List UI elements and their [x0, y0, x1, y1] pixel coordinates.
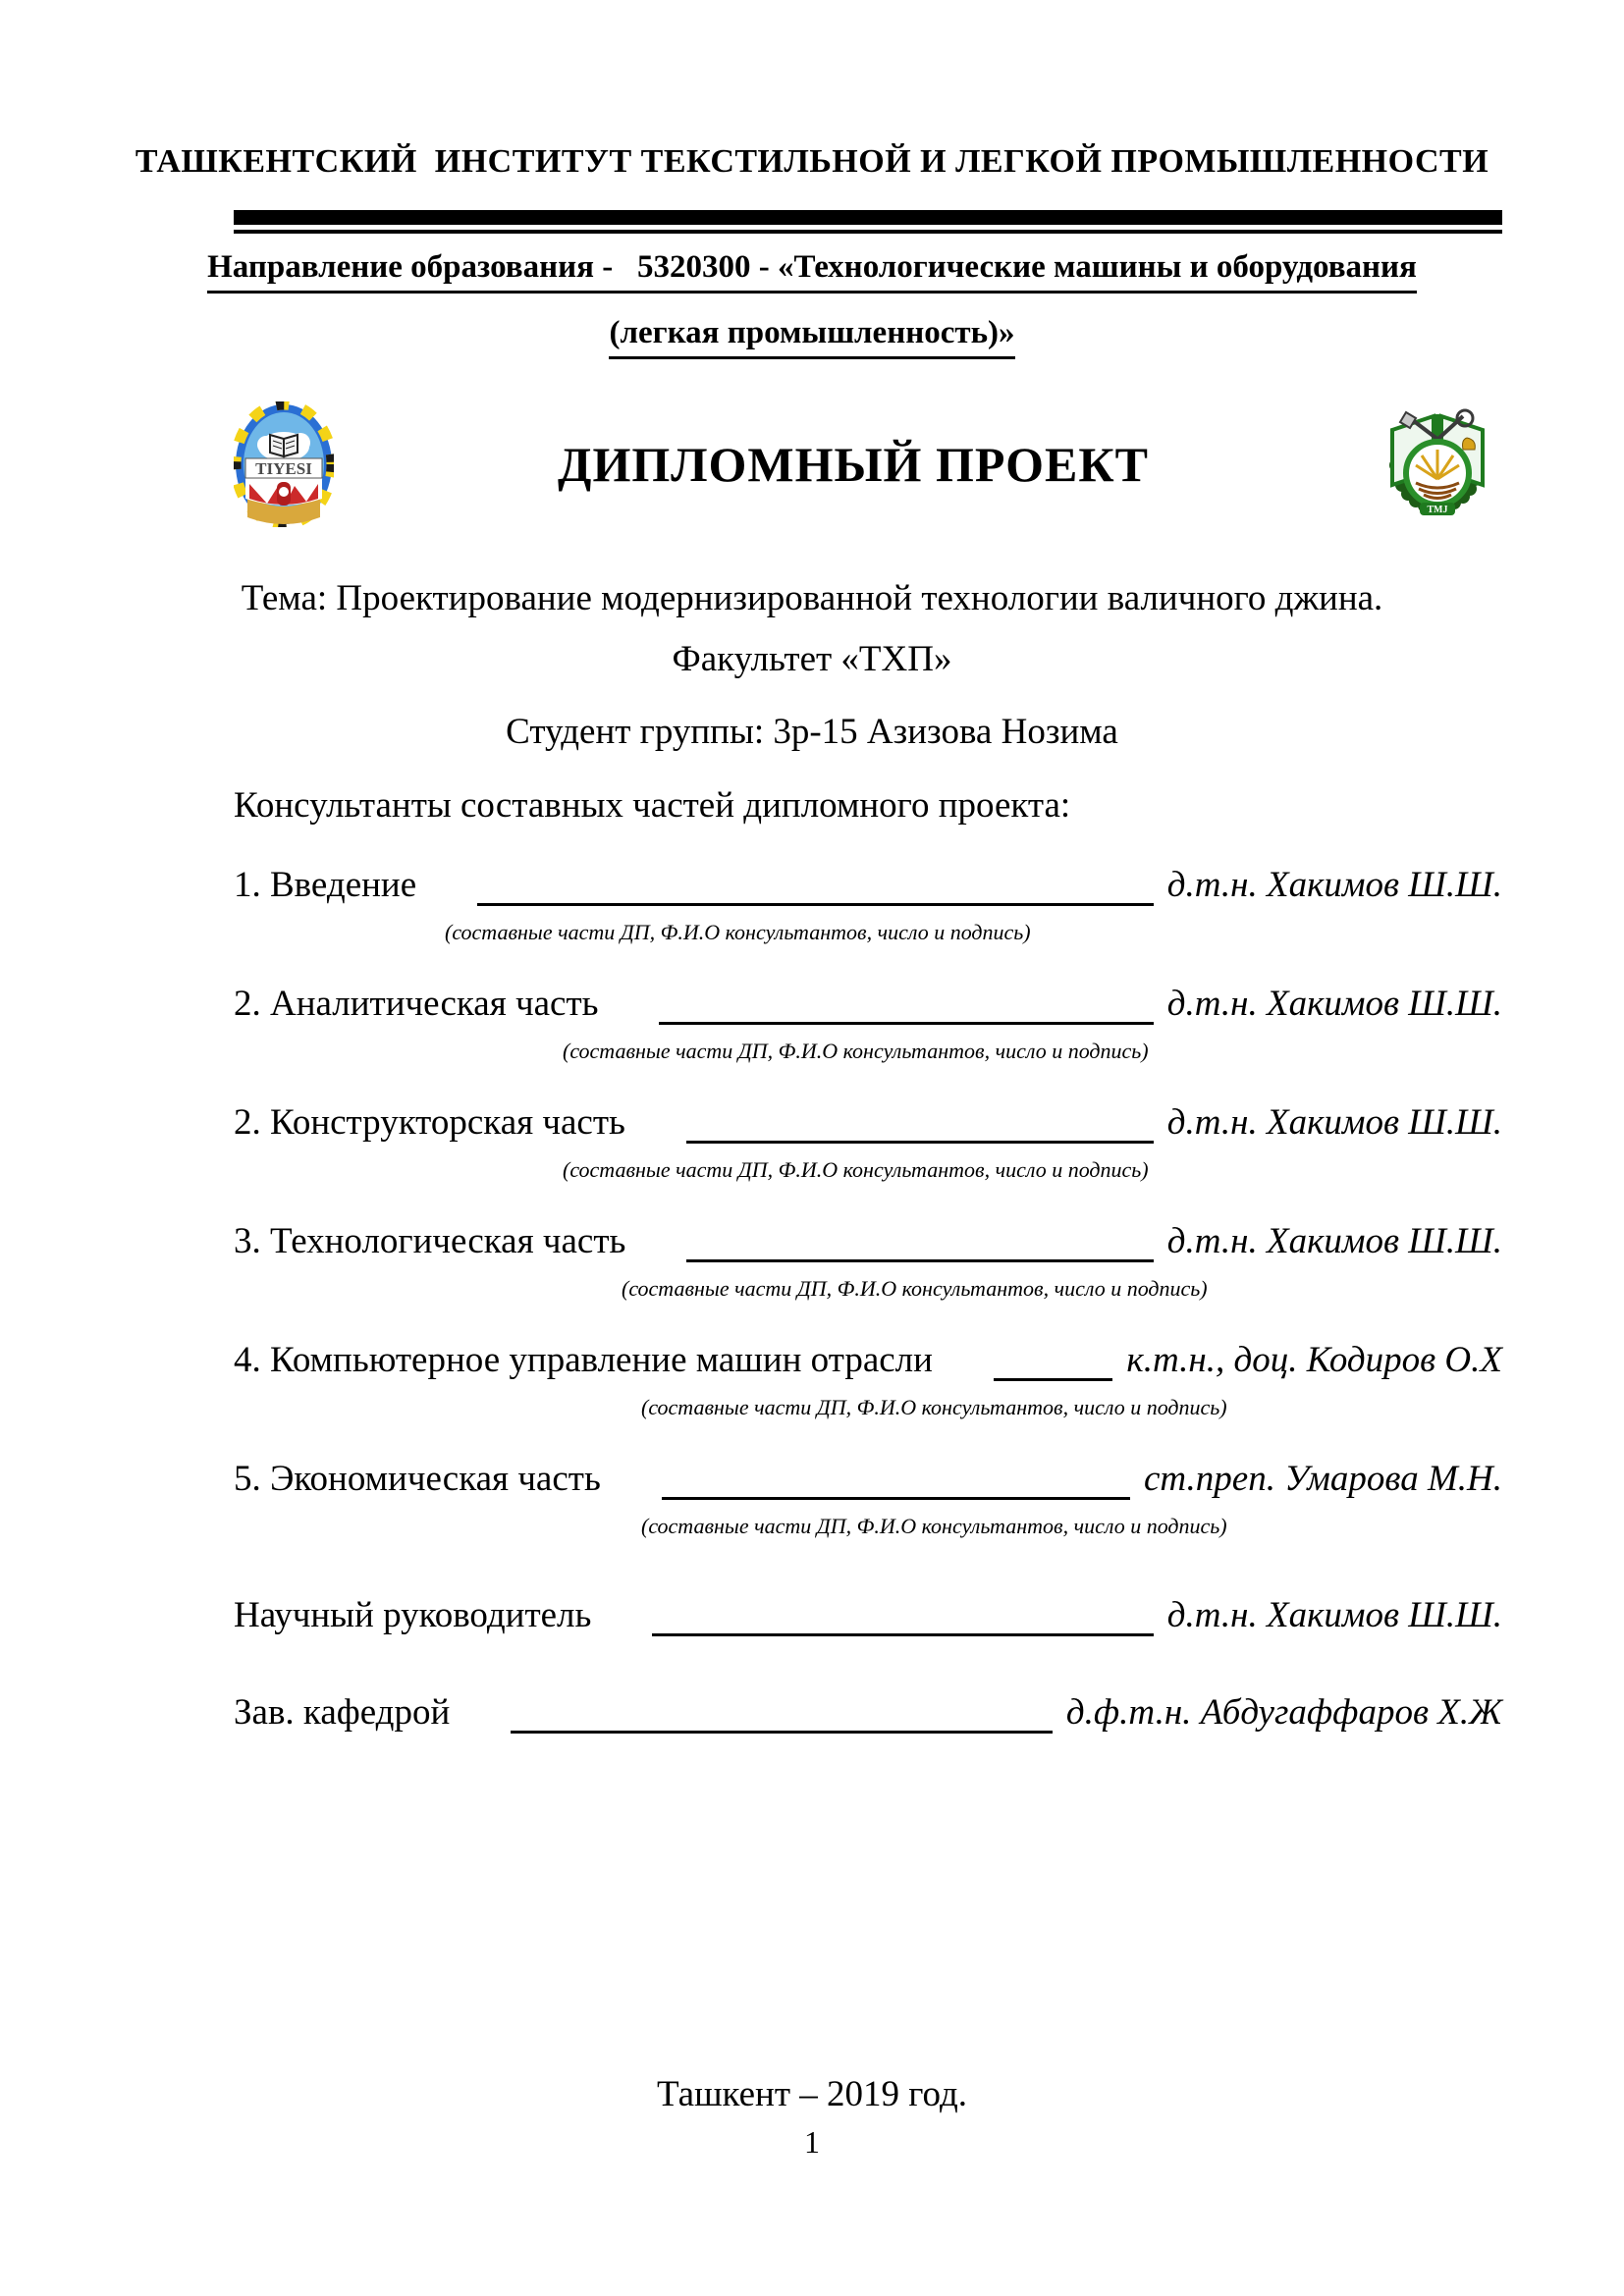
signature-line — [994, 1339, 1112, 1381]
document-title: ДИПЛОМНЫЙ ПРОЕКТ — [558, 437, 1149, 492]
row-label: 2. Конструкторская часть — [234, 1102, 625, 1143]
consultant-row-introduction — [234, 864, 1502, 945]
consultant-name: д.т.н. Хакимов Ш.Ш. — [1166, 1221, 1502, 1261]
row-caption: (составные части ДП, Ф.И.О консультантов, число и подпись) — [445, 920, 1031, 944]
signature-line — [659, 983, 1153, 1025]
direction-line-1: Направление образования - 5320300 - «Технологические машины и оборудования — [207, 249, 1417, 294]
theme-block — [0, 577, 1624, 681]
signature-line — [662, 1458, 1130, 1500]
divider-thin-bar — [234, 230, 1502, 234]
row-label: 1. Введение — [234, 865, 417, 905]
signature-line — [511, 1691, 1053, 1734]
theme-line-2: Факультет «ТХП» — [672, 639, 952, 679]
row-caption: (составные части ДП, Ф.И.О консультантов, число и подпись) — [641, 1514, 1227, 1538]
supervisor-name: д.т.н. Хакимов Ш.Ш. — [1166, 1595, 1502, 1635]
institute-name: ТАШКЕНТСКИЙ ИНСТИТУТ ТЕКСТИЛЬНОЙ И ЛЕГКОЙ ПРОМЫШЛЕННОСТИ — [135, 143, 1489, 180]
row-caption: (составные части ДП, Ф.И.О консультантов, число и подпись) — [563, 1157, 1149, 1182]
right-logo-banner-text: ТМЈ — [1427, 505, 1448, 515]
row-label: Научный руководитель — [234, 1595, 592, 1635]
consultant-name: д.т.н. Хакимов Ш.Ш. — [1166, 865, 1502, 905]
consultant-name: ст.преп. Умарова М.Н. — [1143, 1459, 1502, 1499]
consultant-row-analytical — [234, 983, 1502, 1064]
row-label: 4. Компьютерное управление машин отрасли — [234, 1340, 933, 1380]
row-label: 2. Аналитическая часть — [234, 984, 599, 1024]
consultant-row-economic — [234, 1458, 1502, 1539]
consultant-name: к.т.н., доц. Кодиров О.Х — [1126, 1340, 1502, 1380]
direction-line-2: (легкая промышленность)» — [609, 315, 1014, 359]
consultant-row-computer-control — [234, 1339, 1502, 1420]
consultant-name: д.т.н. Хакимов Ш.Ш. — [1166, 1102, 1502, 1143]
signature-line — [686, 1101, 1154, 1144]
signature-line — [686, 1220, 1153, 1262]
row-label: Зав. кафедрой — [234, 1692, 451, 1733]
consultant-name: д.т.н. Хакимов Ш.Ш. — [1166, 984, 1502, 1024]
title-row — [234, 397, 1502, 532]
mechanics-faculty-emblem-icon — [1373, 400, 1502, 528]
signature-line — [652, 1594, 1153, 1636]
svg-text:TIYESI: TIYESI — [255, 459, 312, 478]
theme-line-1: Тема: Проектирование модернизированной технологии валичного джина. — [241, 578, 1383, 618]
tiyesi-university-emblem-icon — [234, 401, 334, 527]
signature-line — [477, 864, 1154, 906]
page-number: 1 — [804, 2124, 820, 2160]
student-line: Студент группы: 3р-15 Азизова Нозима — [506, 712, 1118, 752]
footer-city-year: Ташкент – 2019 год. — [656, 2074, 968, 2114]
education-direction — [0, 249, 1624, 359]
row-caption: (составные части ДП, Ф.И.О консультантов, число и подпись) — [622, 1276, 1208, 1301]
divider-rule — [234, 210, 1502, 234]
row-caption: (составные части ДП, Ф.И.О консультантов, число и подпись) — [641, 1395, 1227, 1419]
consultant-row-design — [234, 1101, 1502, 1183]
department-head-row — [234, 1691, 1502, 1734]
consultant-row-technological — [234, 1220, 1502, 1302]
divider-thick-bar — [234, 210, 1502, 225]
row-caption: (составные части ДП, Ф.И.О консультантов, число и подпись) — [563, 1039, 1149, 1063]
consultants-heading: Консультанты составных частей дипломного проекта: — [234, 785, 1071, 826]
row-label: 3. Технологическая часть — [234, 1221, 626, 1261]
supervisor-row — [234, 1594, 1502, 1636]
department-head-name: д.ф.т.н. Абдугаффаров Х.Ж — [1065, 1692, 1502, 1733]
row-label: 5. Экономическая часть — [234, 1459, 601, 1499]
